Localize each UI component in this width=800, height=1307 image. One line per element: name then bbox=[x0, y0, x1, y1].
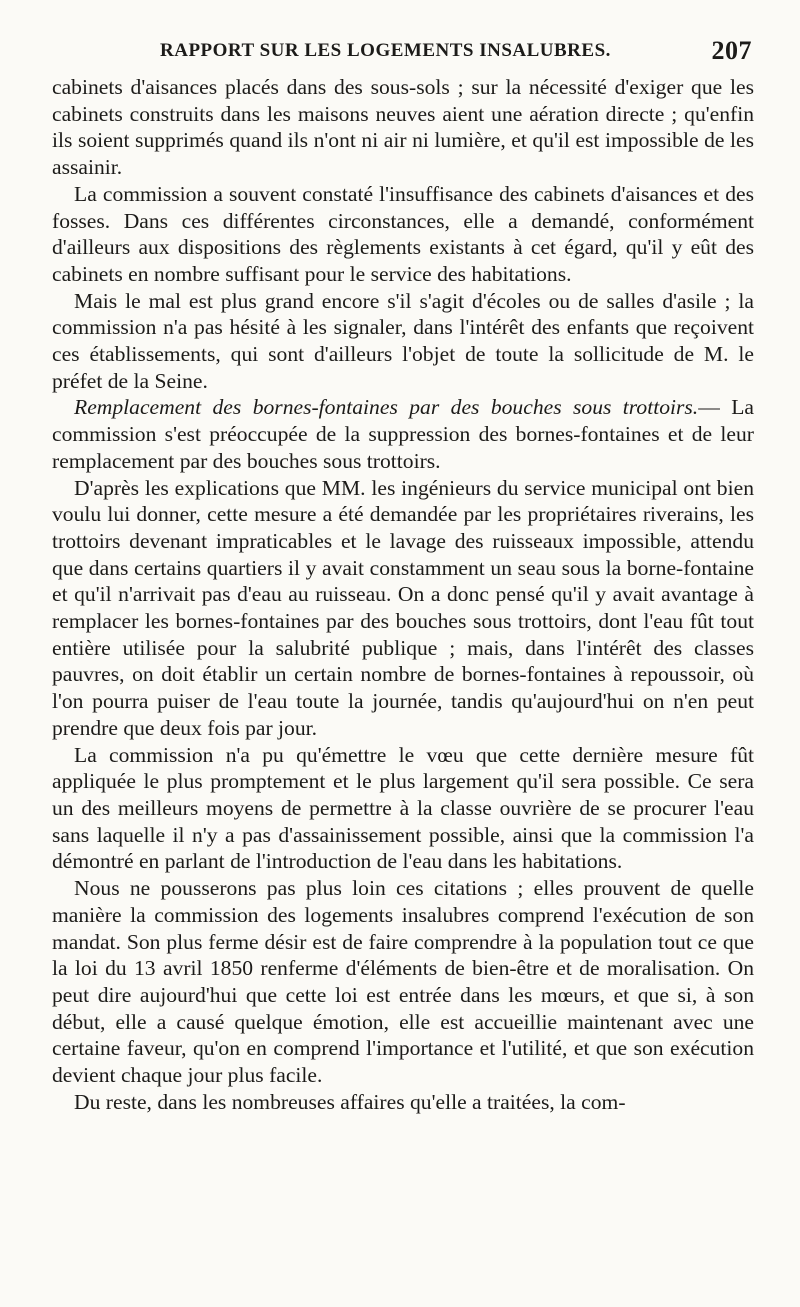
paragraph-8 bbox=[52, 1089, 754, 1116]
running-title: RAPPORT SUR LES LOGEMENTS INSALUBRES. bbox=[160, 40, 611, 61]
paragraph-2 bbox=[52, 181, 754, 288]
paragraph-text: — La commission s'est préoccupée de la suppression des bornes-fontaines et de leur remplacement par des bouches sous trottoirs. bbox=[52, 395, 754, 473]
paragraph-text: cabinets d'aisances placés dans des sous-sols ; sur la nécessité d'exiger que les cabinets construits dans les maisons neuves aient une aération directe ; qu'enfin ils soient supprimés quand ils n'ont ni air ni lumière, et qu'il est impossible de les assainir. bbox=[52, 75, 754, 180]
paragraph-text: La commission a souvent constaté l'insuffisance des cabinets d'aisances et des fosses. Dans ces différentes circonstances, elle a demandé, conformément d'ailleurs aux dispositions des règlements existants à cet égard, qu'il y eût des cabinets en nombre suffisant pour le service des habitations. bbox=[52, 181, 754, 286]
paragraph-7 bbox=[52, 875, 754, 1089]
paragraph-text: D'après les explications que MM. les ingénieurs du service municipal ont bien voulu lui donner, cette mesure a été demandée par les propriétaires riverains, les trottoirs devenant impraticables et le lavage des ruisseaux impossible, attendu que dans certains quartiers il y avait constamment un seau sous la borne-fontaine et qu'il n'arrivait pas d'eau au ruisseau. On a donc pensé qu'il y avait avantage à remplacer les bornes-fontaines par des bouches sous trottoirs, dont l'eau fût tout entière utilisée pour la salubrité publique ; mais, dans l'intérêt des classes pauvres, on doit établir un certain nombre de bornes-fontaines à repoussoir, où l'on pourra puiser de l'eau toute la journée, tandis qu'aujourd'hui on n'en peut prendre que deux fois par jour. bbox=[52, 475, 754, 740]
paragraph-text: La commission n'a pu qu'émettre le vœu que cette dernière mesure fût appliquée le plus promptement et le plus largement qu'il sera possible. Ce sera un des meilleurs moyens de permettre à la classe ouvrière de se procurer l'eau sans laquelle il n'y a pas d'assainissement possible, ainsi que la commission l'a démontré en parlant de l'introduction de l'eau dans les habitations. bbox=[52, 742, 754, 874]
paragraph-text: Du reste, dans les nombreuses affaires qu'elle a traitées, la com- bbox=[74, 1089, 626, 1114]
paragraph-6 bbox=[52, 742, 754, 876]
paragraph-3 bbox=[52, 288, 754, 395]
paragraph-text: Nous ne pousserons pas plus loin ces citations ; elles prouvent de quelle manière la commission des logements insalubres comprend l'exécution de son mandat. Son plus ferme désir est de faire comprendre à la population tout ce que la loi du 13 avril 1850 renferme d'éléments de bien-être et de moralisation. On peut dire aujourd'hui que cette loi est entrée dans les mœurs, et que si, à son début, elle a causé quelque émotion, elle est accueillie maintenant avec une certaine faveur, qu'on en comprend l'importance et l'utilité, et que son exécution devient chaque jour plus facile. bbox=[52, 876, 754, 1088]
page-number: 207 bbox=[711, 36, 752, 65]
section-subheading: Remplacement des bornes-fontaines par des bouches sous trottoirs. bbox=[74, 395, 699, 420]
paragraph-5 bbox=[52, 475, 754, 742]
running-head bbox=[52, 34, 754, 74]
paragraph-1 bbox=[52, 74, 754, 181]
paragraph-4 bbox=[52, 394, 754, 474]
paragraph-text: Mais le mal est plus grand encore s'il s'agit d'écoles ou de salles d'asile ; la commission n'a pas hésité à les signaler, dans l'intérêt des enfants que reçoivent ces établissements, qui sont d'ailleurs l'objet de toute la sollicitude de M. le préfet de la Seine. bbox=[52, 288, 754, 393]
body-text bbox=[52, 74, 754, 1115]
